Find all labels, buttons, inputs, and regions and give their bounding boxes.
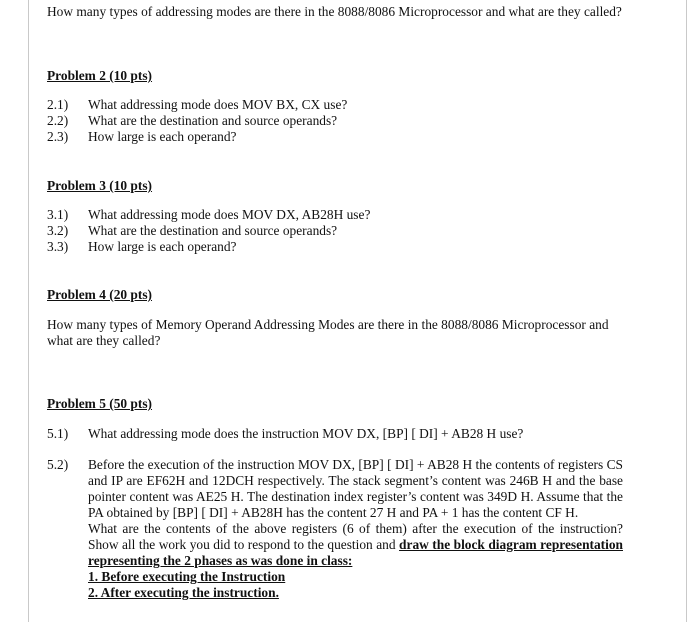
problem-5-2-emphasis: draw the block diagram representation representing the 2 phases as was done in class: <box>88 537 623 568</box>
page-edge-right <box>686 0 687 622</box>
problem-2-1-number: 2.1) <box>47 97 69 112</box>
page-edge-left <box>28 0 29 622</box>
phase-2-label: 2. After executing the instruction. <box>88 585 279 600</box>
problem-3-heading: Problem 3 (10 pts) <box>47 178 153 193</box>
problem-2-2-text: What are the destination and source operands? <box>88 113 338 128</box>
problem-3-2-text: What are the destination and source operands? <box>88 223 338 238</box>
phase-1-label: 1. Before executing the Instruction <box>88 569 286 584</box>
problem-2-heading: Problem 2 (10 pts) <box>47 68 153 83</box>
problem-5-heading: Problem 5 (50 pts) <box>47 396 153 411</box>
problem-4-question: How many types of Memory Operand Addressing Modes are there in the 8088/8086 Microprocessor and what are they called? <box>47 317 609 348</box>
problem-2-3-number: 2.3) <box>47 129 69 144</box>
problem-5-2-number: 5.2) <box>47 457 69 472</box>
problem-4-heading: Problem 4 (20 pts) <box>47 287 153 302</box>
problem-5-1-number: 5.1) <box>47 426 69 441</box>
problem-3-2-number: 3.2) <box>47 223 69 238</box>
problem-3-1-number: 3.1) <box>47 207 69 222</box>
problem-5-2-paragraph-1: Before the execution of the instruction MOV DX, [BP] [ DI] + AB28 H the contents of registers CS and IP are EF62H and 12DCH respectively. The stack segment’s content was 246B H and the base pointer content was AE25 H. The destination index register’s content was 349D H. Assume that the PA obtained by [BP] [ DI] + AB28H has the content 27 H and PA + 1 has the content CF H. <box>88 457 623 520</box>
problem-2-1-text: What addressing mode does MOV BX, CX use? <box>88 97 348 112</box>
problem-5-2-paragraph-2 <box>88 521 623 569</box>
problem-5-2-body <box>88 457 623 601</box>
problem-5-1-text: What addressing mode does the instruction MOV DX, [BP] [ DI] + AB28 H use? <box>88 426 524 441</box>
problem-5-2-paragraph-2-text: What are the contents of the above registers (6 of them) after the execution of the instruction? Show all the work you did to respond to the question and <box>88 521 623 552</box>
problem-2-3-text: How large is each operand? <box>88 129 237 144</box>
problem-2-2-number: 2.2) <box>47 113 69 128</box>
problem-3-1-text: What addressing mode does MOV DX, AB28H use? <box>88 207 371 222</box>
problem-1-question: How many types of addressing modes are there in the 8088/8086 Microprocessor and what are they called? <box>47 4 622 19</box>
problem-3-3-number: 3.3) <box>47 239 69 254</box>
problem-3-3-text: How large is each operand? <box>88 239 237 254</box>
